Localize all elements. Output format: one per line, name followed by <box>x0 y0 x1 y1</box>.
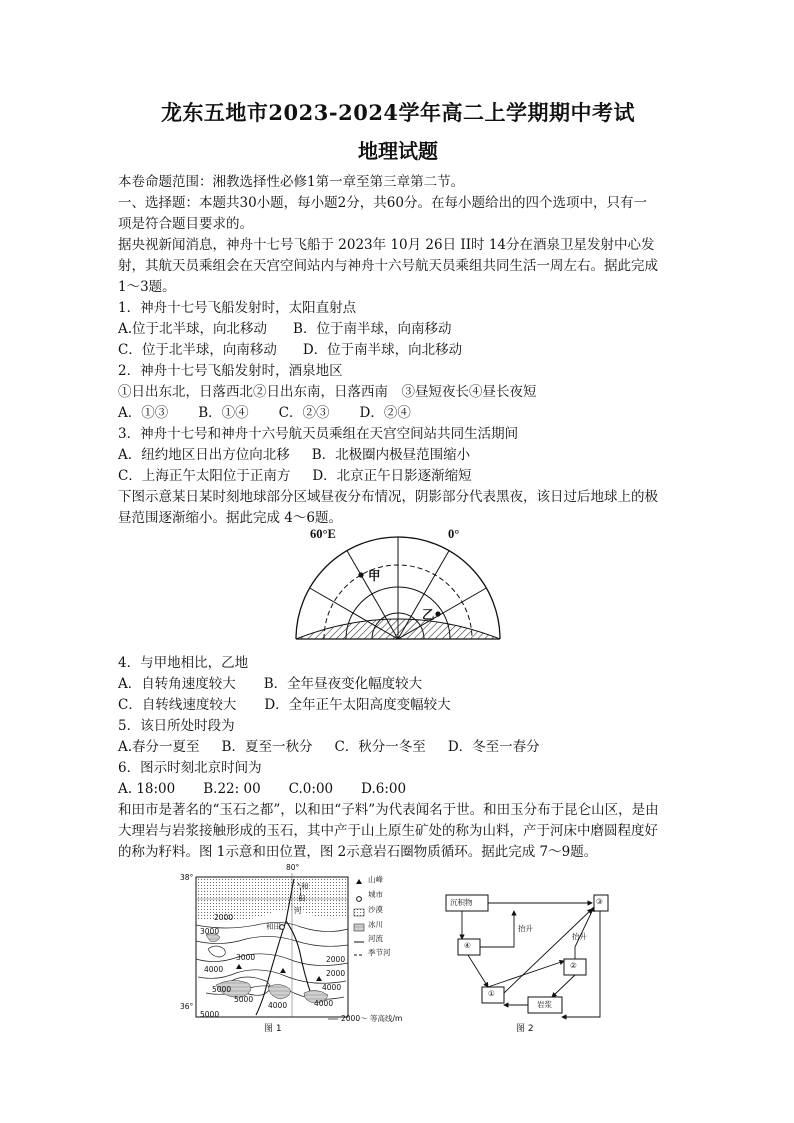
label-yi: 乙 <box>422 608 435 622</box>
question-2-items: ①日出东北，日落西北②日出东南，日落西南 ③昼短夜长④昼长夜短 <box>118 384 537 400</box>
question-3-options-row <box>118 466 678 487</box>
legend-contour: 2000～ 等高线/m <box>341 1014 403 1023</box>
question-4-stem: 4．与甲地相比，乙地 <box>118 655 249 671</box>
figure-2-caption: 图 2 <box>516 1024 534 1034</box>
option-d[interactable]: D．北京正午日影逐渐缩短 <box>312 468 472 484</box>
passage-line: 昼范围逐渐缩小。据此完成 4～6题。 <box>118 510 342 526</box>
node-4: ④ <box>464 941 471 950</box>
option-c[interactable]: C．自转线速度较大 <box>118 697 237 713</box>
option-d[interactable]: D．②④ <box>359 405 411 421</box>
arrow-label-uplift: 抬升 <box>572 932 587 941</box>
question-5-stem: 5．该日所处时段为 <box>118 718 235 734</box>
longitude-label-60e: 60°E <box>310 527 336 541</box>
option-c[interactable]: C．位于北半球，向南移动 <box>118 342 277 358</box>
section-heading-line: 一、选择题：本题共30小题，每小题2分，共60分。在每小题给出的四个选项中，只有一 <box>118 195 647 211</box>
contour-label: 5000 <box>200 1010 220 1019</box>
passage-line: 据央视新闻消息，神舟十七号飞船于 2023年 10月 26日 II时 14分在酒泉卫星发射中心发 <box>118 237 655 253</box>
option-d[interactable]: D．冬至一春分 <box>447 739 540 755</box>
contour-label: 4000 <box>314 999 334 1008</box>
question-2-stem: 2．神舟十七号飞船发射时，酒泉地区 <box>118 363 343 379</box>
question-2-options-row <box>118 403 678 424</box>
contour-label: 3000 <box>200 927 220 936</box>
legend-desert: 沙漠 <box>368 905 383 914</box>
contour-label: 4000 <box>204 965 224 974</box>
question-1-options-row <box>118 340 678 361</box>
contour-label: 3000 <box>236 953 256 962</box>
option-a[interactable]: A.位于北半球，向北移动 <box>118 321 268 337</box>
option-b[interactable]: B．全年昼夜变化幅度较大 <box>263 676 423 692</box>
option-a[interactable]: A．自转角速度较大 <box>118 676 236 692</box>
lat-label-36: 36° <box>180 1002 194 1011</box>
option-c[interactable]: C．秋分一冬至 <box>334 739 426 755</box>
node-1: ① <box>488 989 495 998</box>
node-3: ③ <box>596 897 603 906</box>
exam-title: 龙东五地市2023-2024学年高二上学期期中考试 <box>160 100 636 125</box>
node-sediment: 沉积物 <box>450 898 473 907</box>
passage-line: 和田市是著名的“玉石之都”，以和田“子料”为代表闻名于世。和田玉分布于昆仑山区，是由 <box>118 802 659 818</box>
city-label-hotan: 和田 <box>266 922 281 931</box>
option-d[interactable]: D．位于南半球，向北移动 <box>302 342 463 358</box>
option-b[interactable]: B．位于南半球，向南移动 <box>293 321 452 337</box>
option-a[interactable]: A．纽约地区日出方位向北移 <box>118 447 290 463</box>
section-heading-line: 项是符合题目要求的。 <box>118 216 253 232</box>
question-3-stem: 3．神舟十七号和神舟十六号航天员乘组在天宫空间站共同生活期间 <box>118 426 519 442</box>
legend-peak: 山峰 <box>368 875 383 884</box>
passage-line: 1～3题。 <box>118 279 176 295</box>
option-a[interactable]: A．①③ <box>118 405 169 421</box>
legend-city: 城市 <box>368 890 383 899</box>
day-night-diagram <box>288 527 508 649</box>
contour-label: 4000 <box>322 983 342 992</box>
river-char: 和 <box>301 882 309 891</box>
lon-label-80: 80° <box>286 863 300 872</box>
option-b[interactable]: B．①④ <box>198 405 249 421</box>
label-jia: 甲 <box>368 569 381 583</box>
option-c[interactable]: C．②③ <box>278 405 330 421</box>
passage-line: 下图示意某日某时刻地球部分区域昼夜分布情况，阴影部分代表黑夜，该日过后地球上的极 <box>118 489 658 505</box>
arrow-label-uplift: 抬升 <box>518 924 533 933</box>
question-6-stem: 6．图示时刻北京时间为 <box>118 760 262 776</box>
question-5-options-row <box>118 737 678 758</box>
point-yi <box>435 611 440 616</box>
question-4-options-row <box>118 674 678 695</box>
option-b[interactable]: B.22: 00 <box>203 781 261 797</box>
option-a[interactable]: A. 18:00 <box>118 781 176 797</box>
legend-seasonal-river: 季节河 <box>368 948 391 957</box>
contour-label: 2000 <box>326 955 346 964</box>
contour-label: 5000 <box>212 985 232 994</box>
figure-1-caption: 图 1 <box>264 1024 282 1034</box>
question-3-options-row <box>118 445 678 466</box>
question-1-options-row <box>118 319 678 340</box>
rock-cycle-svg <box>440 887 610 1034</box>
lat-label-38: 38° <box>180 873 194 882</box>
exam-page <box>118 96 678 1034</box>
contour-label: 5000 <box>234 995 254 1004</box>
river-char: 河 <box>294 906 302 915</box>
passage-line: 大理岩与岩浆接触形成的玉石，其中产于山上原生矿处的称为山料，产于河床中磨圆程度好 <box>118 823 658 839</box>
passage-line: 射，其航天员乘组会在天宫空间站内与神舟十六号航天员乘组共同生活一周左右。据此完成 <box>118 258 658 274</box>
question-4-options-row <box>118 695 678 716</box>
node-magma: 岩浆 <box>537 1000 552 1009</box>
option-a[interactable]: A.春分一夏至 <box>118 739 200 755</box>
figures-row <box>118 863 678 1034</box>
question-1-stem: 1．神舟十七号飞船发射时，太阳直射点 <box>118 300 357 316</box>
scope-note: 本卷命题范围：湘教选择性必修1第一章至第三章第二节。 <box>118 174 465 190</box>
contour-label: 2000 <box>326 969 346 978</box>
figure-1-hotan-map <box>176 863 436 1034</box>
day-night-diagram-svg <box>288 531 508 649</box>
contour-label: 4000 <box>268 1001 288 1010</box>
option-c[interactable]: C．上海正午太阳位于正南方 <box>118 468 291 484</box>
exam-subtitle: 地理试题 <box>358 139 438 163</box>
longitude-label-0: 0° <box>448 527 460 541</box>
option-c[interactable]: C.0:00 <box>288 781 334 797</box>
meridians <box>296 537 500 639</box>
legend-glacier: 冰川 <box>368 920 383 929</box>
option-d[interactable]: D．全年正午太阳高度变幅较大 <box>264 697 451 713</box>
river-char: 田 <box>298 894 306 903</box>
node-2: ② <box>570 961 577 970</box>
legend-river: 河流 <box>368 934 383 943</box>
option-b[interactable]: B．夏至一秋分 <box>221 739 313 755</box>
question-6-options-row <box>118 779 678 800</box>
passage-line: 的称为籽料。图 1示意和田位置，图 2示意岩石圈物质循环。据此完成 7～9题。 <box>118 844 598 860</box>
option-d[interactable]: D.6:00 <box>361 781 407 797</box>
figure-2-rock-cycle <box>440 887 610 1034</box>
contour-label: 2000 <box>214 913 234 922</box>
point-jia <box>358 572 363 577</box>
option-b[interactable]: B．北极圈内极昼范围缩小 <box>311 447 471 463</box>
